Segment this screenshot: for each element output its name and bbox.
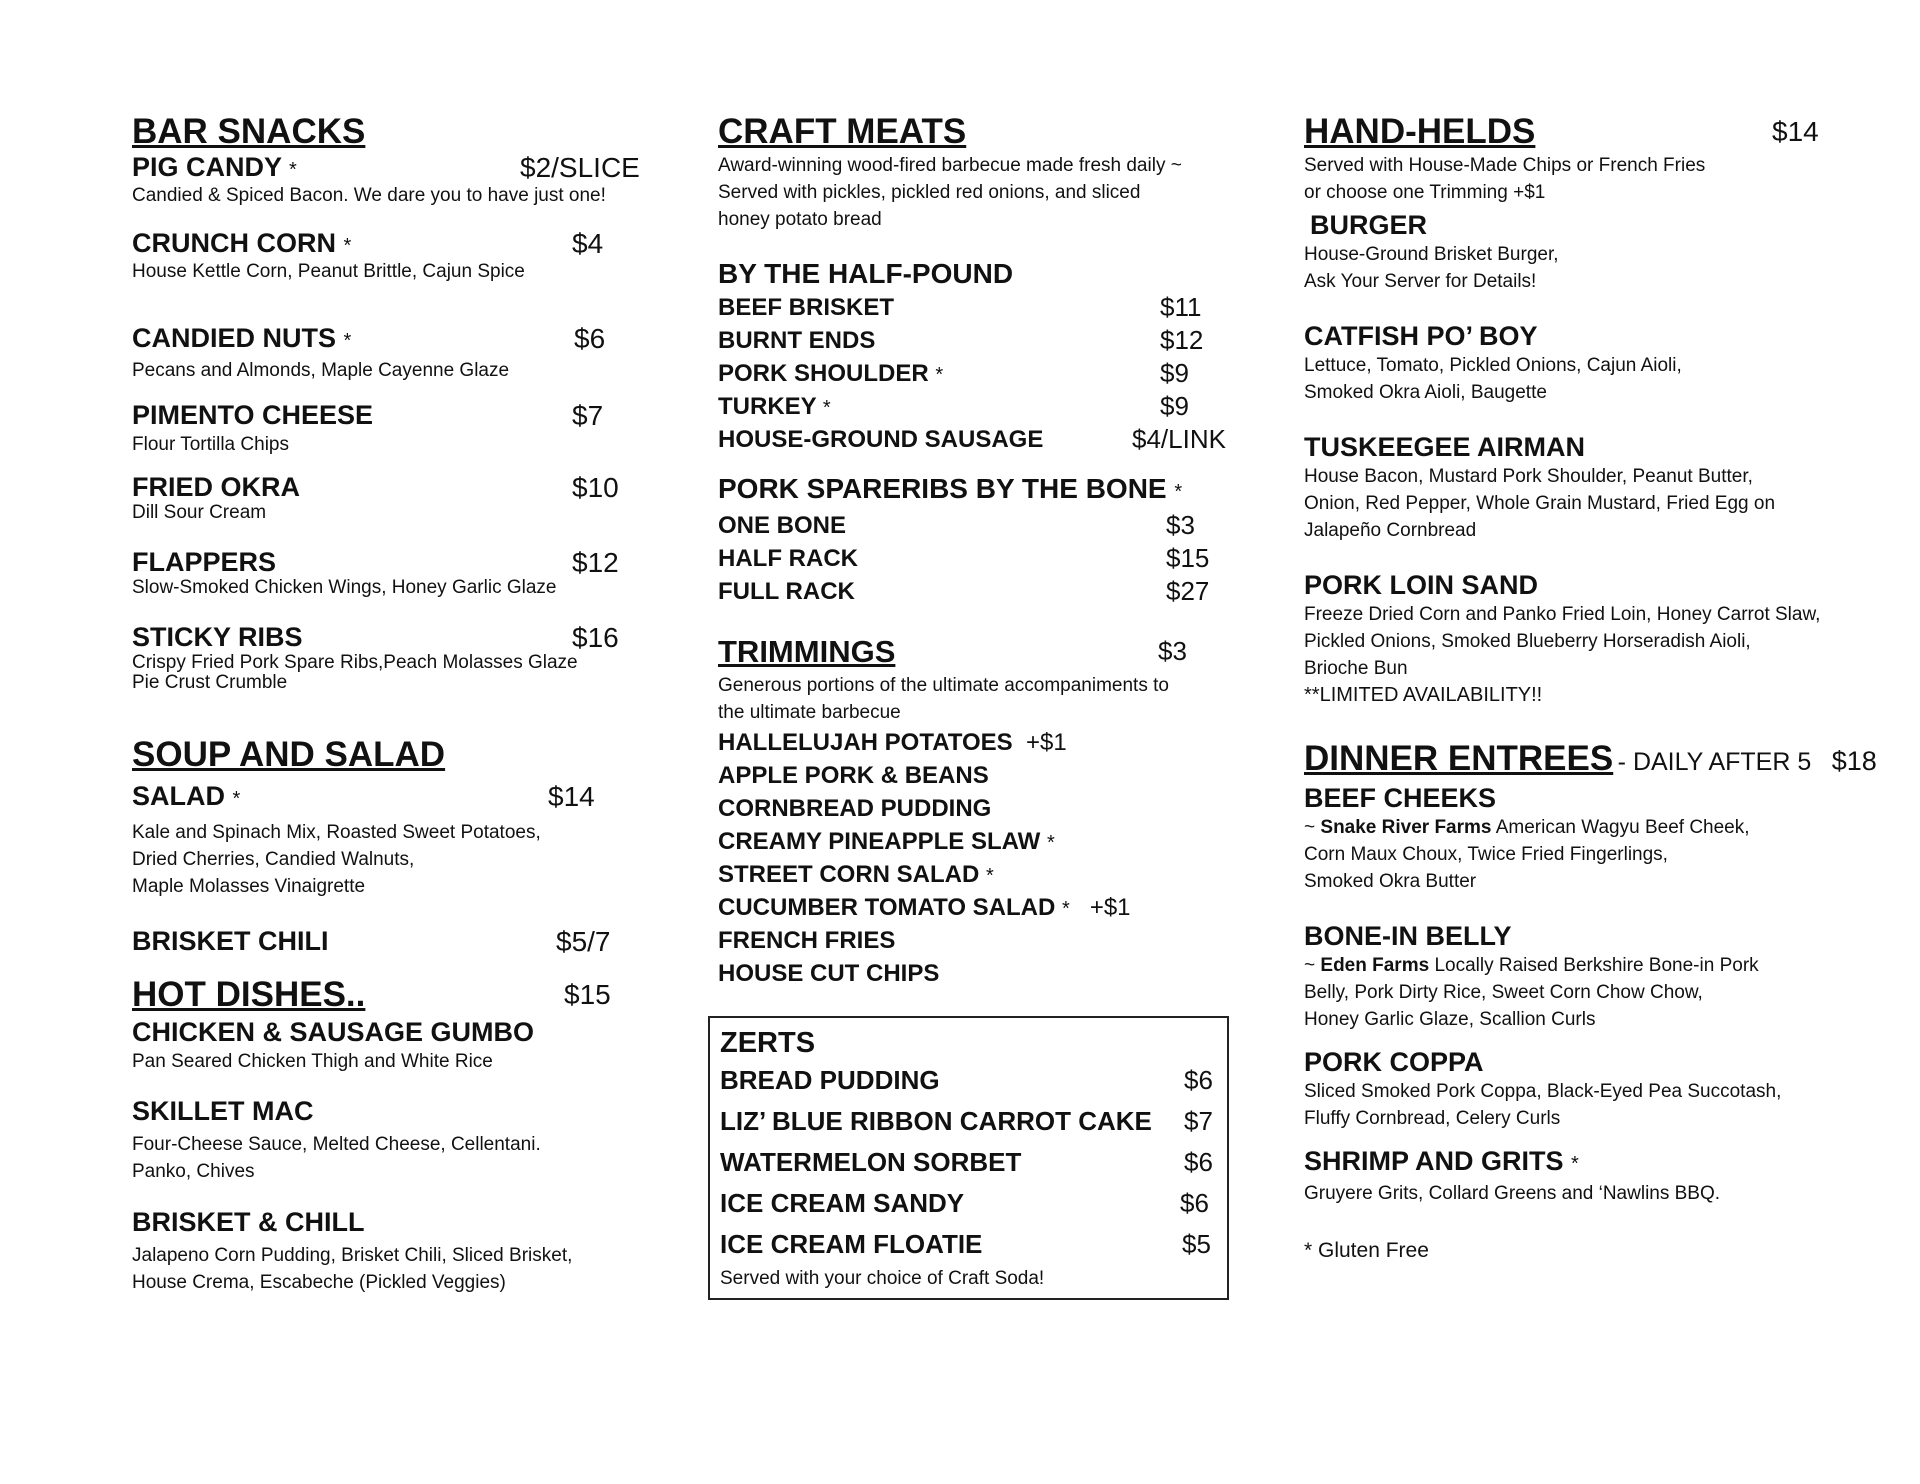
tilde-mark: ~ <box>1304 955 1316 976</box>
item-price: $2/SLICE <box>520 152 640 183</box>
item-name: BEEF BRISKET <box>718 294 895 321</box>
section-craft-meats <box>718 112 1238 608</box>
item-description-line2: Ask Your Server for Details! <box>1304 271 1537 292</box>
item-description-line2: House Crema, Escabeche (Pickled Veggies) <box>132 1272 506 1293</box>
list-item <box>718 575 1238 608</box>
item-name: CHICKEN & SAUSAGE GUMBO <box>132 1017 535 1047</box>
item-name: APPLE PORK & BEANS <box>718 762 989 789</box>
item-description-line2: Dried Cherries, Candied Walnuts, <box>132 849 415 870</box>
item-description-line2: Fluffy Cornbread, Celery Curls <box>1304 1108 1561 1129</box>
item-name: CORNBREAD PUDDING <box>718 795 992 822</box>
item-price: $5/7 <box>556 926 611 957</box>
hot-dishes-header <box>132 975 652 1015</box>
item-price: $9 <box>1160 391 1189 421</box>
item-description: Candied & Spiced Bacon. We dare you to have just one! <box>132 185 606 206</box>
item-description-line1: Sliced Smoked Pork Coppa, Black-Eyed Pea Succotash, <box>1304 1081 1782 1102</box>
list-item <box>718 357 1238 390</box>
menu-item-pimento-cheese <box>132 400 652 458</box>
item-price: $7 <box>1184 1106 1213 1136</box>
trimmings-desc-line1: Generous portions of the ultimate accompaniments to <box>718 675 1169 696</box>
item-name: HALF RACK <box>718 545 858 572</box>
section-soup-salad <box>132 735 652 957</box>
item-description-line2: Panko, Chives <box>132 1161 255 1182</box>
hand-helds-title: HAND-HELDS <box>1304 112 1536 151</box>
item-name: LIZ’ BLUE RIBBON CARROT CAKE <box>720 1106 1152 1136</box>
item-name: PORK SHOULDER <box>718 360 929 387</box>
item-description-line3: Smoked Okra Butter <box>1304 871 1477 892</box>
menu-item-salad <box>132 781 652 900</box>
menu-item-flappers <box>132 547 652 598</box>
section-trimmings <box>718 632 1238 990</box>
item-name: BURNT ENDS <box>718 327 876 354</box>
list-item <box>718 291 1238 324</box>
item-name: CUCUMBER TOMATO SALAD <box>718 894 1056 921</box>
item-price: $14 <box>548 781 595 812</box>
item-price: $10 <box>572 472 619 503</box>
item-description-line1: Freeze Dried Corn and Panko Fried Loin, Honey Carrot Slaw, <box>1304 604 1821 625</box>
menu-item-brisket-chili <box>132 926 652 957</box>
craft-meats-desc-line1: Award-winning wood-fired barbecue made fresh daily ~ <box>718 155 1182 176</box>
item-description-line1: Kale and Spinach Mix, Roasted Sweet Potatoes, <box>132 822 541 843</box>
item-name: STREET CORN SALAD <box>718 861 980 888</box>
craft-meats-title: CRAFT MEATS <box>718 112 967 151</box>
item-addon-price: +$1 <box>1089 894 1131 921</box>
list-item <box>720 1224 1217 1265</box>
hot-dishes-title: HOT DISHES.. <box>132 975 366 1014</box>
column-middle <box>718 112 1238 1300</box>
list-item <box>718 858 1238 891</box>
section-zerts-box <box>708 1016 1229 1300</box>
menu-item-bone-in-belly <box>1304 921 1864 1033</box>
item-description: Pan Seared Chicken Thigh and White Rice <box>132 1051 493 1072</box>
menu-item-fried-okra <box>132 472 652 523</box>
item-name: WATERMELON SORBET <box>720 1147 1022 1177</box>
item-name: CANDIED NUTS <box>132 323 337 353</box>
item-description-line1: Locally Raised Berkshire Bone-in Pork <box>1434 955 1759 976</box>
item-description-line3: Brioche Bun <box>1304 658 1408 679</box>
item-description-line2: Pie Crust Crumble <box>132 672 288 693</box>
item-name: HOUSE-GROUND SAUSAGE <box>718 426 1044 453</box>
list-item <box>718 324 1238 357</box>
gluten-free-mark: * <box>986 865 994 887</box>
item-description-line1: Lettuce, Tomato, Pickled Onions, Cajun Aioli, <box>1304 355 1682 376</box>
item-name: TUSKEEGEE AIRMAN <box>1304 432 1586 462</box>
dinner-title: DINNER ENTREES <box>1304 739 1614 778</box>
farm-name: Eden Farms <box>1320 955 1430 976</box>
item-description-line1: Crispy Fried Pork Spare Ribs,Peach Molasses Glaze <box>132 652 578 673</box>
dinner-header <box>1304 739 1877 779</box>
item-name: SKILLET MAC <box>132 1096 314 1126</box>
item-name: BONE-IN BELLY <box>1304 921 1512 951</box>
list-item <box>718 423 1238 456</box>
gluten-free-mark: * <box>935 364 944 386</box>
list-item <box>718 542 1238 575</box>
item-price: $6 <box>574 323 606 354</box>
spareribs-title <box>718 472 1238 509</box>
gluten-free-mark: * <box>343 235 352 257</box>
item-price: $7 <box>572 400 604 431</box>
zerts-title: ZERTS <box>720 1027 816 1059</box>
item-name: SHRIMP AND GRITS <box>1304 1146 1564 1176</box>
list-item <box>718 792 1238 825</box>
item-price: $27 <box>1166 576 1210 606</box>
item-description: Slow-Smoked Chicken Wings, Honey Garlic Glaze <box>132 577 557 598</box>
gluten-free-mark: * <box>1046 832 1055 854</box>
menu-item-pork-coppa <box>1304 1047 1864 1132</box>
item-description-line1: Four-Cheese Sauce, Melted Cheese, Cellentani. <box>132 1134 541 1155</box>
menu-item-shrimp-and-grits <box>1304 1146 1864 1207</box>
item-name: FRIED OKRA <box>132 472 300 502</box>
list-item <box>720 1060 1217 1101</box>
menu-item-tuskeegee-airman <box>1304 432 1864 544</box>
section-bar-snacks <box>132 112 652 693</box>
item-description-line2: Smoked Okra Aioli, Baugette <box>1304 382 1547 403</box>
trimmings-header <box>718 632 1238 672</box>
item-name: CATFISH PO’ BOY <box>1304 321 1538 351</box>
hand-helds-desc-line1: Served with House-Made Chips or French Fries <box>1304 155 1706 176</box>
list-item <box>718 957 1238 990</box>
item-name: HALLELUJAH POTATOES <box>718 729 1013 756</box>
item-name: PIMENTO CHEESE <box>132 400 374 430</box>
item-price: $11 <box>1160 292 1202 322</box>
farm-name: Snake River Farms <box>1320 817 1492 838</box>
item-name: HOUSE CUT CHIPS <box>718 960 940 987</box>
item-name: FULL RACK <box>718 578 855 605</box>
item-name: BRISKET CHILI <box>132 926 329 956</box>
item-description-line2: Onion, Red Pepper, Whole Grain Mustard, Fried Egg on <box>1304 493 1776 514</box>
item-description-line1: American Wagyu Beef Cheek, <box>1495 817 1750 838</box>
column-left <box>132 112 652 1296</box>
item-description: Pecans and Almonds, Maple Cayenne Glaze <box>132 360 510 381</box>
menu-item-beef-cheeks <box>1304 783 1864 895</box>
item-description-line1: House-Ground Brisket Burger, <box>1304 244 1559 265</box>
item-price: $15 <box>1166 543 1210 573</box>
item-description: House Kettle Corn, Peanut Brittle, Cajun Spice <box>132 261 525 282</box>
column-right <box>1304 112 1877 1264</box>
item-name: FLAPPERS <box>132 547 277 577</box>
item-price: $6 <box>1184 1065 1213 1095</box>
item-price: $12 <box>1160 325 1204 355</box>
gluten-free-mark: * <box>289 159 297 181</box>
limited-availability-note: **LIMITED AVAILABILITY!! <box>1304 684 1543 706</box>
item-addon-price: +$1 <box>1026 729 1067 756</box>
item-price: $4 <box>572 228 604 259</box>
item-price: $9 <box>1160 358 1189 388</box>
item-description: Dill Sour Cream <box>132 502 267 523</box>
list-item <box>718 390 1238 423</box>
list-item <box>718 825 1238 858</box>
half-pound-title: BY THE HALF-POUND <box>718 258 1014 289</box>
hand-helds-desc-line2: or choose one Trimming +$1 <box>1304 182 1546 203</box>
item-price: $6 <box>1184 1147 1213 1177</box>
item-name: ICE CREAM SANDY <box>720 1188 965 1218</box>
item-name: CREAMY PINEAPPLE SLAW <box>718 828 1041 855</box>
item-price: $5 <box>1182 1229 1211 1259</box>
dinner-price: $18 <box>1831 746 1877 776</box>
list-item <box>718 759 1238 792</box>
menu-item-gumbo <box>132 1017 652 1075</box>
item-price: $6 <box>1180 1188 1209 1218</box>
tilde-mark: ~ <box>1304 817 1316 838</box>
zerts-note: Served with your choice of Craft Soda! <box>720 1268 1045 1289</box>
item-price: $12 <box>572 547 619 578</box>
menu-item-pig-candy <box>132 152 652 206</box>
item-description-line3: Honey Garlic Glaze, Scallion Curls <box>1304 1009 1596 1030</box>
gluten-free-mark: * <box>1571 1153 1579 1175</box>
item-description-line3: Maple Molasses Vinaigrette <box>132 876 366 897</box>
item-description-line2: Pickled Onions, Smoked Blueberry Horseradish Aioli, <box>1304 631 1751 652</box>
item-description-line1: Gruyere Grits, Collard Greens and ‘Nawlins BBQ. <box>1304 1183 1721 1204</box>
half-pound-list <box>718 291 1238 456</box>
menu-item-sticky-ribs <box>132 622 652 693</box>
item-name: PIG CANDY <box>132 152 282 182</box>
hand-helds-price: $14 <box>1772 116 1819 147</box>
trimmings-list <box>718 726 1238 990</box>
item-description: Flour Tortilla Chips <box>132 434 289 455</box>
item-name: ICE CREAM FLOATIE <box>720 1229 983 1259</box>
item-name: SALAD <box>132 781 225 811</box>
section-hand-helds <box>1304 112 1864 709</box>
item-name: BEEF CHEEKS <box>1304 783 1497 813</box>
item-name: BRISKET & CHILL <box>132 1207 365 1237</box>
item-name: PORK LOIN SAND <box>1304 570 1539 600</box>
item-description-line2: Belly, Pork Dirty Rice, Sweet Corn Chow Chow, <box>1304 982 1703 1003</box>
spareribs-title-text: PORK SPARERIBS BY THE BONE <box>718 473 1167 504</box>
gluten-free-mark: * <box>1062 898 1070 920</box>
list-item <box>718 726 1238 759</box>
item-name: STICKY RIBS <box>132 622 303 652</box>
menu-item-crunch-corn <box>132 228 652 282</box>
item-name: ONE BONE <box>718 512 847 539</box>
item-name: CRUNCH CORN <box>132 228 336 258</box>
trimmings-price: $3 <box>1158 636 1187 666</box>
item-description-line2: Corn Maux Choux, Twice Fried Fingerlings, <box>1304 844 1668 865</box>
list-item <box>720 1142 1217 1183</box>
item-description-line3: Jalapeño Cornbread <box>1304 520 1477 541</box>
soup-salad-title: SOUP AND SALAD <box>132 735 446 774</box>
menu-item-brisket-chill <box>132 1207 652 1296</box>
item-name: BURGER <box>1310 210 1428 240</box>
menu-item-candied-nuts <box>132 323 652 384</box>
list-item <box>718 891 1238 924</box>
item-price: $4/LINK <box>1132 424 1226 454</box>
trimmings-title: TRIMMINGS <box>718 634 896 669</box>
list-item <box>720 1183 1217 1224</box>
hot-dishes-price: $15 <box>564 979 611 1010</box>
menu-item-burger <box>1304 210 1864 295</box>
menu-item-catfish-po-boy <box>1304 321 1864 406</box>
gluten-free-mark: * <box>343 330 352 352</box>
craft-meats-desc-line3: honey potato bread <box>718 209 882 230</box>
item-name: BREAD PUDDING <box>720 1065 940 1095</box>
spareribs-list <box>718 509 1238 608</box>
list-item <box>718 924 1238 957</box>
list-item <box>720 1101 1217 1142</box>
item-description-line1: House Bacon, Mustard Pork Shoulder, Peanut Butter, <box>1304 466 1753 487</box>
item-price: $16 <box>572 622 619 653</box>
section-hot-dishes <box>132 975 652 1296</box>
item-name: TURKEY <box>718 393 817 420</box>
item-price: $3 <box>1166 510 1195 540</box>
section-dinner-entrees <box>1304 739 1877 1264</box>
gluten-free-mark: * <box>232 788 241 810</box>
menu-item-pork-loin-sand <box>1304 570 1864 709</box>
gluten-free-mark: * <box>1174 481 1183 503</box>
bar-snacks-title: BAR SNACKS <box>132 112 366 151</box>
trimmings-desc-line2: the ultimate barbecue <box>718 702 901 723</box>
item-name: PORK COPPA <box>1304 1047 1484 1077</box>
dinner-subtitle: - DAILY AFTER 5 <box>1617 748 1812 776</box>
hand-helds-header <box>1304 112 1864 152</box>
item-description-line1: Jalapeno Corn Pudding, Brisket Chili, Sliced Brisket, <box>132 1245 573 1266</box>
gluten-free-footnote: * Gluten Free <box>1304 1239 1429 1262</box>
craft-meats-desc-line2: Served with pickles, pickled red onions, and sliced <box>718 182 1141 203</box>
gluten-free-mark: * <box>822 397 831 419</box>
item-name: FRENCH FRIES <box>718 927 896 954</box>
menu-item-skillet-mac <box>132 1096 652 1185</box>
list-item <box>718 509 1238 542</box>
